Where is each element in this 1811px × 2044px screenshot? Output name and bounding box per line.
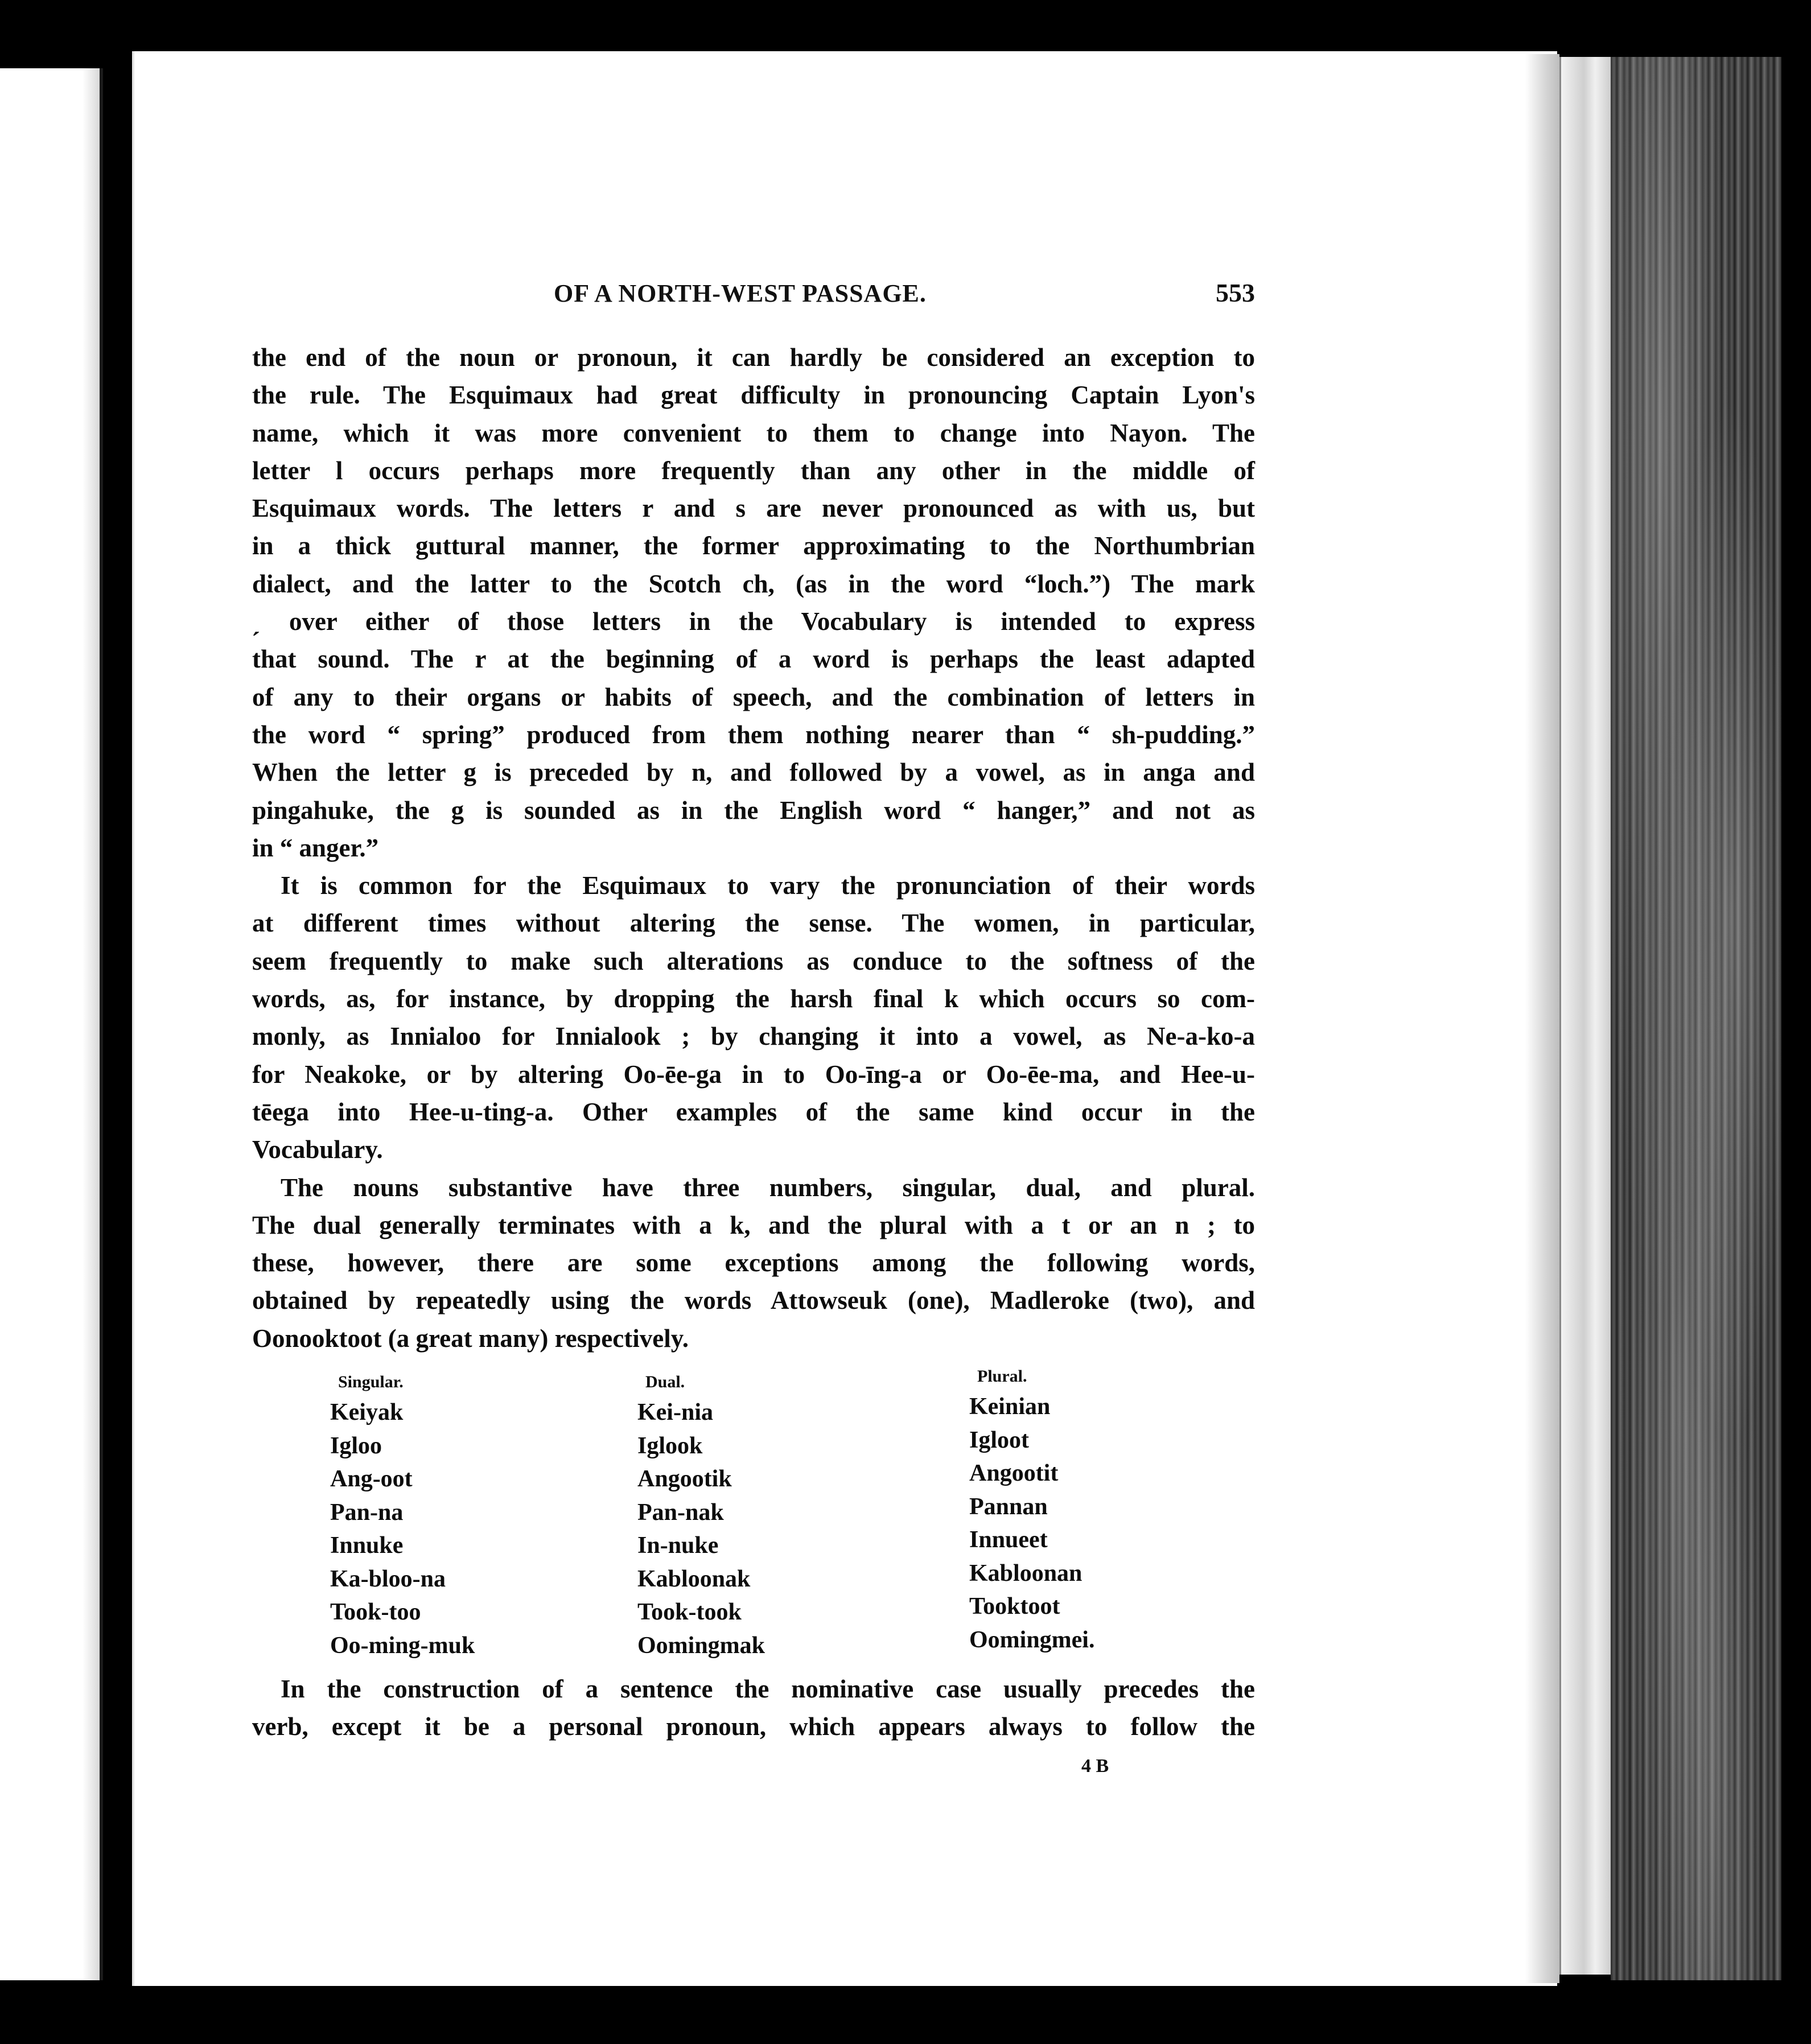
table-cell: Angootit: [969, 1460, 1059, 1486]
text-line: obtained by repeatedly using the words Attowseuk (one), Madleroke (two), and: [252, 1286, 1255, 1315]
text-line: words, as, for instance, by dropping the harsh final k which occurs so com-: [252, 984, 1255, 1013]
text-line: for Neakoke, or by altering Oo-ēe-ga in to Oo-īng-a or Oo-ēe-ma, and Hee-u-: [252, 1060, 1255, 1089]
text-line: The dual generally terminates with a k, and the plural with a t or an n ; to: [252, 1210, 1255, 1239]
table-cell: Kabloonan: [969, 1560, 1083, 1586]
text-line: It is common for the Esquimaux to vary the pronunciation of their words: [281, 871, 1255, 900]
column-header: Singular.: [338, 1373, 404, 1391]
table-cell: In-nuke: [637, 1532, 719, 1559]
text-line: pingahuke, the g is sounded as in the English word “ hanger,” and not as: [252, 796, 1255, 825]
left-page-edge: [0, 68, 103, 1980]
closing-text: [252, 1670, 1255, 1746]
text-line: the word “ spring” produced from them nothing nearer than “ sh-pudding.”: [252, 720, 1255, 749]
table-cell: Angootik: [637, 1466, 732, 1492]
table-cell: Keinian: [969, 1394, 1051, 1420]
table-cell: Pan-na: [330, 1499, 404, 1526]
table-cell: Oo-ming-muk: [330, 1632, 475, 1659]
text-line: dialect, and the latter to the Scotch ch, (as in the word “loch.”) The mark: [252, 569, 1255, 598]
text-line: in a thick guttural manner, the former approximating to the Northumbrian: [252, 531, 1255, 561]
text-line: in “ anger.”: [252, 833, 379, 862]
page-gutter-shadow: [1525, 54, 1559, 1983]
table-cell: Took-took: [637, 1599, 742, 1625]
text-line: When the letter g is preceded by n, and followed by a vowel, as in anga and: [252, 758, 1255, 787]
signature-mark: 4 B: [1081, 1755, 1109, 1777]
column-header: Plural.: [977, 1367, 1027, 1386]
text-line: verb, except it be a personal pronoun, which appears always to follow the: [252, 1712, 1255, 1741]
dual-column: [637, 1369, 765, 1662]
table-cell: Oomingmak: [637, 1632, 765, 1659]
table-cell: Pannan: [969, 1493, 1048, 1520]
text-line: tēega into Hee-u-ting-a. Other examples of the same kind occur in the: [252, 1097, 1255, 1126]
table-cell: Took-too: [330, 1599, 421, 1625]
book-edge-mottle: [1611, 57, 1781, 1980]
table-cell: Innueet: [969, 1527, 1048, 1553]
text-line: name, which it was more convenient to them to change into Nayon. The: [252, 418, 1255, 447]
table-cell: Igloo: [330, 1432, 382, 1459]
body-text: [252, 339, 1255, 1357]
text-line: In the construction of a sentence the nominative case usually precedes the: [281, 1675, 1255, 1703]
text-line: these, however, there are some exceptions among the following words,: [252, 1248, 1255, 1278]
text-line: seem frequently to make such alterations as conduce to the softness of the: [252, 946, 1255, 975]
text-line: The nouns substantive have three numbers, singular, dual, and plural.: [281, 1173, 1255, 1202]
text-line: of any to their organs or habits of speech, and the combination of letters in: [252, 682, 1255, 711]
table-cell: Keiyak: [330, 1399, 404, 1425]
table-cell: Oomingmei.: [969, 1626, 1095, 1653]
table-cell: Ka-bloo-na: [330, 1565, 446, 1592]
table-cell: Igloot: [969, 1427, 1029, 1453]
running-head: OF A NORTH-WEST PASSAGE.: [554, 279, 927, 307]
plural-column: [969, 1363, 1094, 1656]
text-line: monly, as Innialoo for Innialook ; by changing it into a vowel, as Ne-a-ko-a: [252, 1022, 1255, 1051]
page-number: 553: [1216, 278, 1255, 307]
text-line: the end of the noun or pronoun, it can hardly be considered an exception to: [252, 343, 1255, 372]
table-cell: Ang-oot: [330, 1466, 413, 1492]
page-header: [252, 267, 1255, 319]
text-line: that sound. The r at the beginning of a word is perhaps the least adapted: [252, 645, 1255, 674]
table-cell: Tooktoot: [969, 1593, 1060, 1619]
left-page-shade: [83, 68, 100, 1980]
text-line: ˏ over either of those letters in the Vocabulary is intended to express: [252, 607, 1255, 636]
table-cell: Innuke: [330, 1532, 404, 1559]
table-cell: Iglook: [637, 1432, 703, 1459]
text-line: Esquimaux words. The letters r and s are never pronounced as with us, but: [252, 494, 1255, 523]
text-line: the rule. The Esquimaux had great difficulty in pronouncing Captain Lyon's: [252, 381, 1255, 410]
column-header: Dual.: [645, 1373, 685, 1391]
singular-column: [330, 1369, 475, 1662]
table-cell: Kabloonak: [637, 1565, 751, 1592]
page-fore-edge: [1559, 57, 1618, 1975]
text-line: at different times without altering the sense. The women, in particular,: [252, 909, 1255, 938]
text-line: Vocabulary.: [252, 1135, 383, 1164]
table-cell: Pan-nak: [637, 1499, 724, 1526]
text-line: Oonooktoot (a great many) respectively.: [252, 1324, 689, 1353]
text-line: letter l occurs perhaps more frequently than any other in the middle of: [252, 456, 1255, 485]
table-cell: Kei-nia: [637, 1399, 713, 1425]
